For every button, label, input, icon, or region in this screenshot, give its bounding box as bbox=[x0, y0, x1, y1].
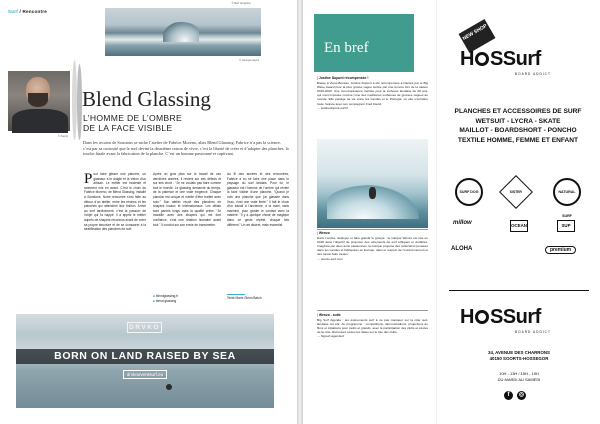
brand-logo-5: OCEAN bbox=[510, 220, 528, 232]
hossurf-logo-h: H bbox=[460, 48, 474, 70]
wave-curl bbox=[163, 22, 199, 42]
hossurf-logo-o-icon bbox=[475, 52, 489, 66]
brief-3-link[interactable]: → bigsurf-agenda.fr bbox=[317, 334, 345, 339]
brief-2-link[interactable]: → wenzo-surf.com bbox=[317, 256, 343, 261]
brand-logo-1: SURF DOG bbox=[455, 178, 483, 206]
hossurf-logo-text: SSurf bbox=[489, 48, 541, 70]
article-lead: Dans les recoins de Soustons se niche l’atelier de Fabrice Moreno, alias Blend Glassing. Fabrice n’a pas la science, c’est par sa curiosité que le surf devint la deuxième raison de vivre, c’est la liberté de créer et d’adapter des planches, la touche finale avant la fabrication de la planche. C’est un homme passionné et captivant. bbox=[83, 140, 289, 157]
surfer-photo bbox=[317, 139, 428, 228]
photo-credit-top-2: © Georgia Hayes bbox=[239, 59, 259, 62]
article-column-2: Après un gros plan sur le travail de ces dernières années, il revient sur ses débuts et sur ses choix : “Je ne voulais pas faire comme tout le monde. Le glassing demande du temps, de la patience et une vraie exigence. Chaque planche est unique et mérite d’être traitée avec soin.” Son atelier reçoit des planches de shapers locaux et internationaux. Les délais sont parfois longs mais la qualité prime. “Je travaille avec des shapers qui me font confiance, c’est une relation humaine avant tout.” Il conclut sur son envie de transmettre. bbox=[153, 172, 221, 227]
social-links bbox=[504, 391, 526, 400]
article-column-3: Au fil des années et des rencontres, Fabrice a su se faire une place dans le paysage du surf landais. Pour lui, le glasseur est l’homme de l’ombre qui révèle la face visible d’une planche. “Quand je vois une planche que j’ai glassée dans l’eau, c’est une vraie fierté.” Il fait le choix d’un travail à l’ancienne, à la main, sans machine, pour garder le contact avec la matière. “Il y a quelque chose de magique dans ce geste répété, chaque fois différent.” Un art discret, mais essentiel. bbox=[227, 172, 289, 227]
address-line-1: 34, AVENUE DES CHARRONS bbox=[488, 350, 550, 355]
brand-logo-2-text: SISTER bbox=[509, 189, 522, 194]
hossurf-divider bbox=[449, 290, 589, 291]
product-line-3: MAILLOT - BOARDSHORT - PONCHO bbox=[459, 127, 577, 135]
hours-line-2: DU MARDI AU SAMEDI bbox=[497, 376, 541, 382]
running-head bbox=[8, 9, 47, 14]
right-page bbox=[303, 0, 600, 424]
subtitle-line-1: L’HOMME DE L’OMBRE bbox=[83, 113, 182, 123]
hossurf-address bbox=[448, 350, 590, 362]
signature-text: Texte Marie Sleon Baloh bbox=[227, 296, 262, 300]
portrait-beard bbox=[28, 93, 48, 107]
drvko-advertisement[interactable] bbox=[16, 314, 274, 408]
drvko-url-text[interactable]: drvkoeventsurf.eu bbox=[123, 370, 168, 379]
product-line-4: TEXTILE HOMME, FEMME ET ENFANT bbox=[457, 136, 579, 144]
product-line-2: WETSUIT - LYCRA - SKATE bbox=[475, 117, 561, 125]
hossurf-logo-bottom-h: H bbox=[460, 306, 474, 328]
brand-logo-3: NATURAL SURF bbox=[553, 178, 581, 206]
article-link-2[interactable]: ■ blend glassing bbox=[153, 299, 221, 304]
hossurf-tagline-bottom: BOARD ADDICT bbox=[515, 330, 551, 334]
brand-logo-2 bbox=[499, 175, 533, 209]
brief-3-text: Big Surf Agenda : les événements surf à ne pas manquer sur la côte sud-landaise cet été. Au programme : compétitions, démonstrations, projections de films et initiations pour petits et grands, avec la participation des clubs et écoles de la côte. Retrouvez toutes les dates sur le site des clubs. bbox=[317, 318, 428, 335]
new-shop-badge: NEW SHOP bbox=[459, 19, 496, 53]
hossurf-logo-bottom-text: SSurf bbox=[489, 306, 541, 328]
hossurf-logo bbox=[460, 48, 541, 71]
brand-logo-7: ALOHA bbox=[451, 246, 473, 252]
brief-separator-1 bbox=[317, 229, 428, 230]
photo-credit-top: © Bart Houghton bbox=[231, 2, 251, 5]
running-head-rubric: Rencontre bbox=[22, 9, 47, 14]
column-1-text: our faire glisser une planche, un glasseur a le doigté et la vision d’un artisan. Le métier est modeste et rarement mis en avant. C’est le choix de Fabrice Moreno, de Blend Glassing, installé à Soustons. Notre rencontre s’est faite au détour d’un atelier, entre les résines et les planches qui attendent leur finition. Arrivé au surf tardivement, c’est la passion de l’objet qui l’a happé. Il a appris le métier auprès de shapers reconnus avant de créer sa propre structure et de se consacrer à la stratification des planches de surf. bbox=[84, 172, 146, 232]
article-column-1 bbox=[84, 172, 146, 232]
subtitle-line-2: DE LA FACE VISIBLE bbox=[83, 123, 173, 133]
photo-credit-portrait: © Sandy bbox=[58, 135, 68, 138]
brand-logos bbox=[449, 176, 589, 264]
section-title-box bbox=[314, 14, 414, 72]
hossurf-products bbox=[448, 107, 588, 145]
hossurf-logo-bottom bbox=[460, 306, 541, 329]
brief-2-heading: | Wenzo bbox=[317, 231, 428, 235]
article-title: Blend Glassing bbox=[82, 87, 211, 111]
running-head-section: Surf bbox=[8, 9, 18, 14]
running-head-separator: / bbox=[18, 9, 23, 14]
brand-logo-4: millow bbox=[453, 220, 472, 226]
product-line-1: PLANCHES ET ACCESSOIRES DE SURF bbox=[454, 108, 582, 115]
portrait-photo bbox=[8, 71, 70, 138]
brand-logo-6: SUP bbox=[557, 220, 575, 232]
left-page bbox=[0, 0, 297, 424]
drop-cap: P bbox=[84, 171, 93, 187]
brief-1-heading: | Justine Dupont récompensée ! bbox=[317, 76, 428, 80]
hossurf-hours bbox=[448, 371, 590, 382]
hossurf-logo-bottom-o-icon bbox=[475, 310, 489, 324]
brand-logo-8: premium bbox=[545, 246, 576, 254]
hours-line-1: 10H - 13H / 15H - 19H bbox=[499, 371, 539, 376]
brief-2-text: Dans l’ombre, déployer et faire grandir le groupe : la marque Wenzo est née en 2018 dans l’objectif de proposer des vêtements de surf éthiques et durables. Imaginée par deux amis passionnés, la marque propose des collections pensées dans les Landes et fabriquées en Europe, dans le respect de l’environnement et des savoir-faire locaux. bbox=[317, 236, 428, 257]
brief-3-heading: | Wenzo - suite bbox=[317, 313, 428, 317]
drvko-url[interactable] bbox=[16, 372, 274, 377]
portrait-body bbox=[12, 109, 68, 133]
signature-rule bbox=[227, 294, 245, 295]
brief-separator-2 bbox=[317, 310, 428, 311]
wave-photo bbox=[105, 2, 261, 62]
brief-1-link[interactable]: → justinedupont-surf.fr bbox=[317, 105, 349, 110]
section-title: En bref bbox=[324, 40, 369, 56]
surfer-figure bbox=[369, 187, 376, 199]
article-subtitle bbox=[83, 113, 182, 133]
brief-3 bbox=[317, 313, 428, 339]
drvko-banner: BORN ON LAND RAISED BY SEA bbox=[16, 349, 274, 364]
drvko-logo: DRVKO bbox=[127, 322, 162, 333]
instagram-icon[interactable]: ◎ bbox=[518, 392, 525, 398]
swimmer-figure bbox=[166, 384, 172, 390]
article-links bbox=[153, 294, 221, 303]
brief-1 bbox=[317, 76, 428, 110]
article-link-1[interactable]: ■ blendglassing.fr bbox=[153, 294, 221, 299]
brief-2 bbox=[317, 231, 428, 261]
article-signature bbox=[227, 294, 289, 301]
address-line-2: 40150 SOORTS-HOSSEGOR bbox=[489, 356, 549, 361]
brief-1-text: Basée à Vieux-Boucau, Justine Dupont a été récompensée à Nazaré par le Big Wave Award pour la plus grosse vague surfée par une femme lors de la saison 2019-2020. Une reconnaissance méritée pour la surfeuse landaise de 28 ans, qui s’est imposée comme l’une des meilleures surfeuses de grosses vagues au monde. Elle partage sa vie entre les Landes et le Portugal, où elle s’entraîne toute l’année avec son compagnon Fred David. bbox=[317, 81, 428, 106]
facebook-icon[interactable]: f bbox=[504, 391, 513, 400]
hossurf-tagline: BOARD ADDICT bbox=[515, 72, 551, 76]
